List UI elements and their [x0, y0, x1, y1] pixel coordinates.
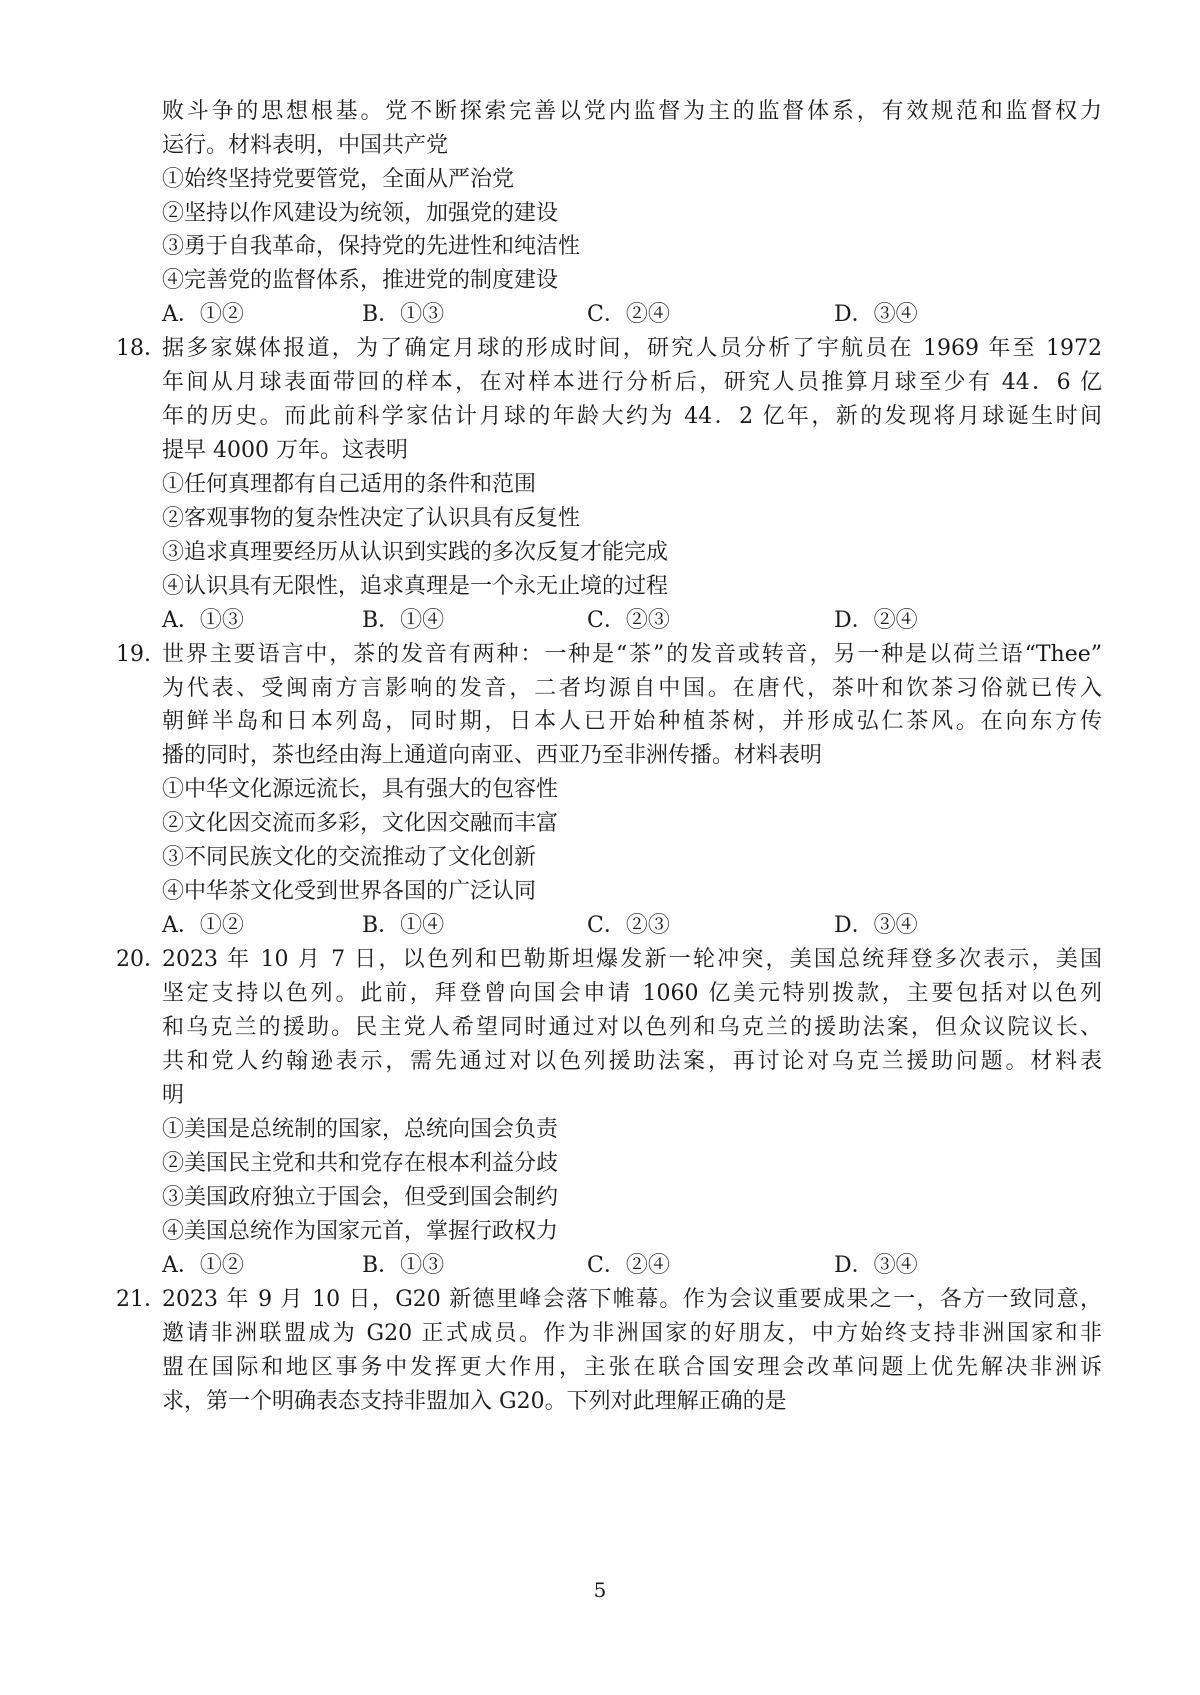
q19-option-2: ②文化因交流而多彩，文化因交融而丰富 [162, 811, 559, 836]
q19-text-1: 世界主要语言中，茶的发音有两种：一种是“茶”的发音或转音，另一种是以荷兰语“Thee” [162, 642, 1102, 667]
q18-option-4: ④认识具有无限性，追求真理是一个永无止境的过程 [162, 574, 669, 599]
q18-line-1 [116, 334, 1102, 364]
q17-option-3: ③勇于自我革命，保持党的先进性和纯洁性 [162, 234, 581, 259]
q17-line-2: 运行。材料表明，中国共产党 [162, 133, 449, 158]
q19-answer-c: C．②③ [587, 913, 670, 938]
q20-text-1: 2023 年 10 月 7 日，以色列和巴勒斯坦爆发新一轮冲突，美国总统拜登多次表示，美国 [162, 947, 1102, 972]
q20-answer-c: C．②④ [587, 1253, 670, 1278]
q17-answer-d: D．③④ [834, 302, 918, 327]
q18-option-1: ①任何真理都有自己适用的条件和范围 [162, 472, 537, 497]
q20-line-2: 坚定支持以色列。此前，拜登曾向国会申请 1060 亿美元特别拨款，主要包括对以色列 [162, 981, 1102, 1006]
q18-text-1: 据多家媒体报道，为了确定月球的形成时间，研究人员分析了宇航员在 1969 年至 1972 [162, 336, 1102, 361]
q18-option-2: ②客观事物的复杂性决定了认识具有反复性 [162, 506, 581, 531]
q19-option-4: ④中华茶文化受到世界各国的广泛认同 [162, 879, 537, 904]
q19-number: 19. [116, 642, 151, 667]
q19-answer-b: B．①④ [362, 913, 445, 938]
q21-line-3: 盟在国际和地区事务中发挥更大作用，主张在联合国安理会改革问题上优先解决非洲诉 [162, 1355, 1102, 1380]
q18-line-3: 年的历史。而此前科学家估计月球的年龄大约为 44．2 亿年，新的发现将月球诞生时间 [162, 404, 1102, 429]
q20-line-5: 明 [162, 1083, 185, 1108]
q17-answer-a: A．①② [162, 302, 244, 327]
q18-answer-c: C．②③ [587, 608, 670, 633]
q21-line-1 [116, 1285, 1102, 1315]
q19-line-2: 为代表、受闽南方言影响的发音，二者均源自中国。在唐代，茶叶和饮茶习俗就已传入 [162, 676, 1102, 701]
q18-answer-b: B．①④ [362, 608, 445, 633]
q20-number: 20． [116, 947, 166, 972]
q17-answers [162, 300, 1102, 330]
q19-option-3: ③不同民族文化的交流推动了文化创新 [162, 845, 537, 870]
q20-line-1 [116, 945, 1102, 975]
q20-answer-a: A．①② [162, 1253, 244, 1278]
q19-answer-a: A．①② [162, 913, 244, 938]
q18-number: 18． [116, 336, 166, 361]
q21-number: 21． [116, 1287, 166, 1312]
q17-line-1: 败斗争的思想根基。党不断探索完善以党内监督为主的监督体系，有效规范和监督权力 [162, 99, 1102, 124]
q20-answer-b: B．①③ [362, 1253, 445, 1278]
q17-answer-c: C．②④ [587, 302, 670, 327]
q20-option-3: ③美国政府独立于国会，但受到国会制约 [162, 1185, 559, 1210]
q20-option-1: ①美国是总统制的国家，总统向国会负责 [162, 1117, 559, 1142]
q20-option-4: ④美国总统作为国家元首，掌握行政权力 [162, 1219, 559, 1244]
q21-text-1: 2023 年 9 月 10 日，G20 新德里峰会落下帷幕。作为会议重要成果之一，各方一致同意， [162, 1287, 1102, 1312]
q18-option-3: ③追求真理要经历从认识到实践的多次反复才能完成 [162, 540, 669, 565]
q17-answer-b: B．①③ [362, 302, 445, 327]
q19-line-1 [116, 640, 1102, 670]
q21-line-4: 求，第一个明确表态支持非盟加入 G20。下列对此理解正确的是 [162, 1389, 787, 1414]
q20-line-3: 和乌克兰的援助。民主党人希望同时通过对以色列和乌克兰的援助法案，但众议院议长、 [162, 1015, 1102, 1040]
q20-option-2: ②美国民主党和共和党存在根本利益分歧 [162, 1151, 559, 1176]
q18-answer-d: D．②④ [834, 608, 918, 633]
q19-option-1: ①中华文化源远流长，具有强大的包容性 [162, 777, 559, 802]
q18-answer-a: A．①③ [162, 608, 244, 633]
q19-answers [162, 911, 1102, 941]
q19-line-3: 朝鲜半岛和日本列岛，同时期，日本人已开始种植茶树，并形成弘仁茶风。在向东方传 [162, 709, 1102, 734]
q17-option-2: ②坚持以作风建设为统领，加强党的建设 [162, 201, 559, 226]
q21-line-2: 邀请非洲联盟成为 G20 正式成员。作为非洲国家的好朋友，中方始终支持非洲国家和非 [162, 1321, 1102, 1346]
q17-option-1: ①始终坚持党要管党，全面从严治党 [162, 167, 515, 192]
q18-line-2: 年间从月球表面带回的样本，在对样本进行分析后，研究人员推算月球至少有 44．6 亿 [162, 370, 1102, 395]
page-number: 5 [593, 1578, 607, 1602]
q19-line-4: 播的同时，茶也经由海上通道向南亚、西亚乃至非洲传播。材料表明 [162, 743, 823, 768]
q20-answers [162, 1251, 1102, 1281]
q20-line-4: 共和党人约翰逊表示，需先通过对以色列援助法案，再讨论对乌克兰援助问题。材料表 [162, 1049, 1102, 1074]
q17-option-4: ④完善党的监督体系，推进党的制度建设 [162, 268, 559, 293]
q18-answers [162, 606, 1102, 636]
q18-line-4: 提早 4000 万年。这表明 [162, 438, 408, 463]
q19-answer-d: D．③④ [834, 913, 918, 938]
q20-answer-d: D．③④ [834, 1253, 918, 1278]
